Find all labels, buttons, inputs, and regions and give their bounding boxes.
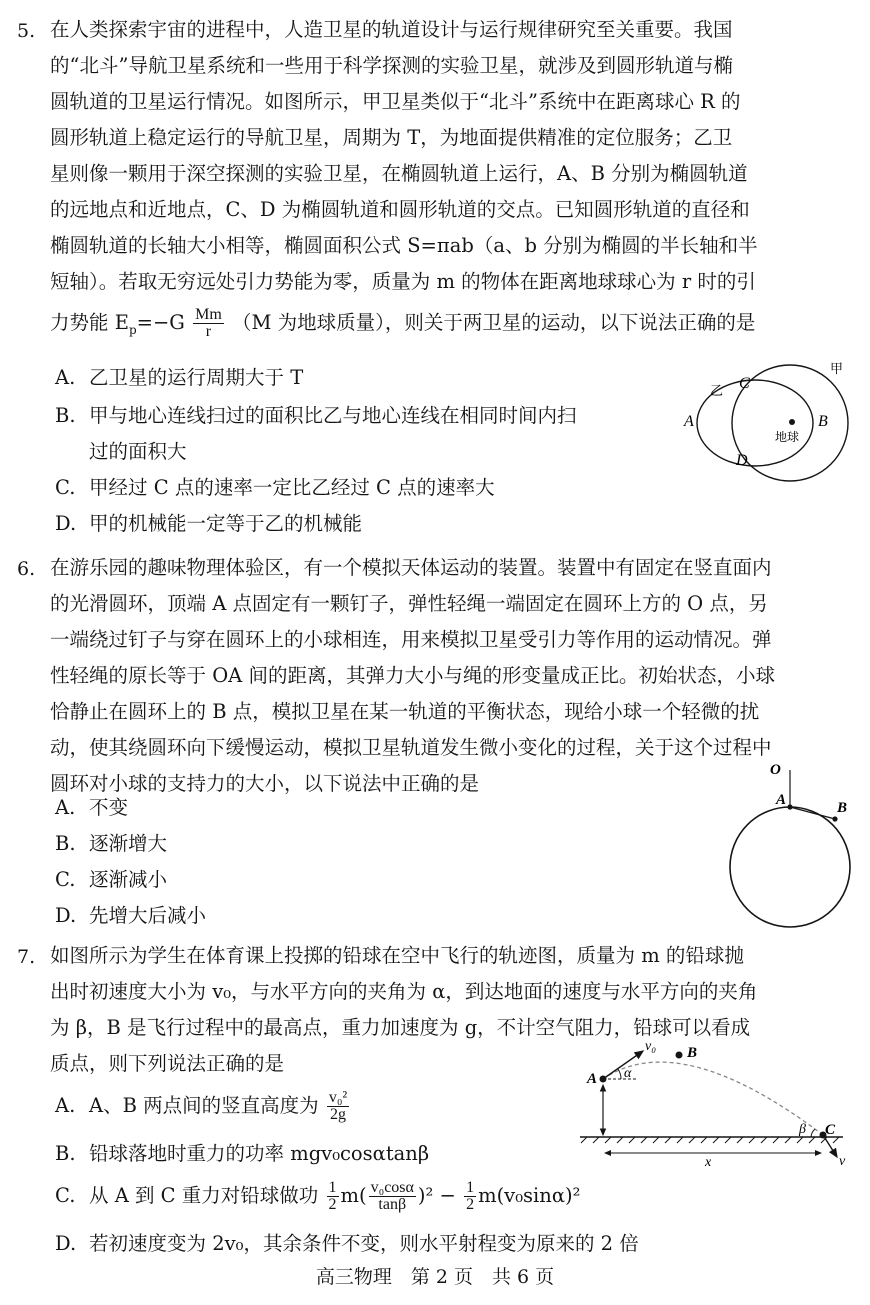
alpha-arc [618,1069,621,1079]
question-number: 6. [17,558,36,580]
stem-line: 的光滑圆环，顶端 A 点固定有一颗钉子，弹性轻绳一端固定在圆环上方的 O 点，另 [50,592,768,615]
page-footer: 高三物理 第 2 页 共 6 页 [315,1266,555,1288]
stem-line: 一端绕过钉子与穿在圆环上的小球相连，用来模拟卫星受引力等作用的运动情况。弹 [50,628,772,651]
label-C: C [825,1122,836,1138]
label-B: B [818,413,828,430]
stem-line: 在人类探索宇宙的进程中，人造卫星的轨道设计与运行规律研究至关重要。我国 [50,18,733,41]
fraction: $\frac{\text{v₀cosα}}{\tan\beta}$ [370,1179,414,1213]
point-A [600,1076,607,1083]
stem-line: 质点，则下列说法正确的是 [50,1052,285,1075]
question-number: 7. [17,946,36,968]
label-C: C [739,375,750,392]
stem-line: 在游乐园的趣味物理体验区，有一个模拟天体运动的装置。装置中有固定在竖直面内 [50,556,772,579]
stem-line: 星则像一颗用于深空探测的实验卫星，在椭圆轨道上运行，A、B 分别为椭圆轨道 [50,162,748,185]
option-b[interactable]: B. 铅球落地时重力的功率 mgv₀cosαtanβ [55,1142,430,1165]
stem-line: 的远地点和近地点，C、D 为椭圆轨道和圆形轨道的交点。已知圆形轨道的直径和 [50,198,750,221]
option-c[interactable]: C. 逐渐减小 [55,868,168,891]
stem-line: 如图所示为学生在体育课上投掷的铅球在空中飞行的轨迹图，质量为 m 的铅球抛 [50,944,744,967]
stem-line: 性轻绳的原长等于 OA 间的距离，其弹力大小与绳的形变量成正比。初始状态，小球 [50,664,775,687]
ball-B [832,816,837,821]
energy-eq: =−G [136,311,185,334]
fraction: $\frac{Mm}{r}$ [195,306,222,340]
label-jia: 甲 [830,361,844,376]
stem-line: 短轴）。若取无穷远处引力势能为零，质量为 m 的物体在距离地球球心为 r 时的引 [50,270,756,293]
stem-line: 椭圆轨道的长轴大小相等，椭圆面积公式 S=πab（a、b 分别为椭圆的半长轴和半 [50,234,758,257]
stem-line: 圆轨道的卫星运行情况。如图所示，甲卫星类似于“北斗”系统中在距离球心 R 的 [50,90,741,113]
label-O: O [770,762,781,778]
option-a[interactable]: A. A、B 两点间的竖直高度为 $\frac{\text{v₀²}}{2g}$ [55,1089,348,1123]
option-a[interactable]: A. 乙卫星的运行周期大于 T [55,366,304,389]
question-number: 5. [17,20,36,42]
label-A: A [684,413,694,430]
label-D: D [736,452,748,469]
stem-line: 圆形轨道上稳定运行的导航卫星，周期为 T，为地面提供精准的定位服务；乙卫 [50,126,733,149]
label-alpha: α [624,1066,632,1081]
option-c[interactable]: C. 从 A 到 C 重力对铅球做功 $\frac{1}{2}$ m( $\frac{\text{v₀cosα}}{\tan\beta}$ )² − $\frac{1}{2}$ m(v₀sinα)² [55,1179,581,1213]
fraction: $\frac{1}{2}$ [328,1179,337,1213]
label-yi: 乙 [710,383,724,398]
stem-line: 动，使其绕圆环向下缓慢运动，模拟卫星轨道发生微小变化的过程，关于这个过程中 [50,736,772,759]
option-d[interactable]: D. 先增大后减小 [55,904,207,927]
label-A: A [776,792,787,808]
stem-line: 出时初速度大小为 v₀，与水平方向的夹角为 α，到达地面的速度与水平方向的夹角 [50,980,758,1003]
stem-line: 为 β，B 是飞行过程中的最高点，重力加速度为 g，不计空气阻力，铅球可以看成 [50,1016,751,1039]
ring-figure [720,752,860,934]
fraction: $\frac{1}{2}$ [466,1179,475,1213]
stem-line: 的“北斗”导航卫星系统和一些用于科学探测的实验卫星，就涉及到圆形轨道与椭 [50,54,733,77]
v-arrow [823,1135,837,1157]
energy-subscript: p [128,322,137,337]
label-v0: v₀ [645,1039,657,1054]
earth-dot [789,419,795,425]
label-x: x [705,1155,712,1170]
option-b[interactable]: B. 逐渐增大 [55,832,168,855]
option-c[interactable]: C. 甲经过 C 点的速率一定比乙经过 C 点的速率大 [55,476,495,499]
rope-AB [790,807,835,819]
trajectory-figure [575,1035,860,1170]
label-v: v [839,1154,846,1169]
label-earth: 地球 [775,430,800,444]
label-B: B [687,1045,698,1061]
ground-hatching [581,1137,839,1143]
smooth-ring [730,807,850,927]
fraction: $\frac{\text{v₀²}}{2g}$ [328,1089,348,1123]
energy-prefix: 力势能 E [50,311,129,334]
beta-arc [811,1129,815,1137]
potential-energy-line [50,305,850,348]
option-d[interactable]: D. 甲的机械能一定等于乙的机械能 [55,512,363,535]
orbit-figure [680,355,860,485]
stem-line: 恰静止在圆环上的 B 点，模拟卫星在某一轨道的平衡状态，现给小球一个轻微的扰 [50,700,760,723]
question-stem [50,12,850,300]
point-B [676,1052,683,1059]
option-b[interactable]: B. 甲与地心连线扫过的面积比乙与地心连线在相同时间内扫 [55,404,577,427]
trajectory-curve [603,1062,823,1135]
label-A: A [587,1071,598,1087]
stem-line: 圆环对小球的支持力的大小，以下说法中正确的是 [50,772,480,795]
label-beta: β [799,1122,806,1137]
option-b-continued: 过的面积大 [89,440,187,463]
energy-suffix: （M 为地球质量），则关于两卫星的运动，以下说法正确的是 [231,311,756,334]
option-d[interactable]: D. 若初速度变为 2v₀，其余条件不变，则水平射程变为原来的 2 倍 [55,1232,639,1255]
option-a[interactable]: A. 不变 [55,796,129,819]
label-B: B [837,800,848,816]
nail-A [787,804,792,809]
